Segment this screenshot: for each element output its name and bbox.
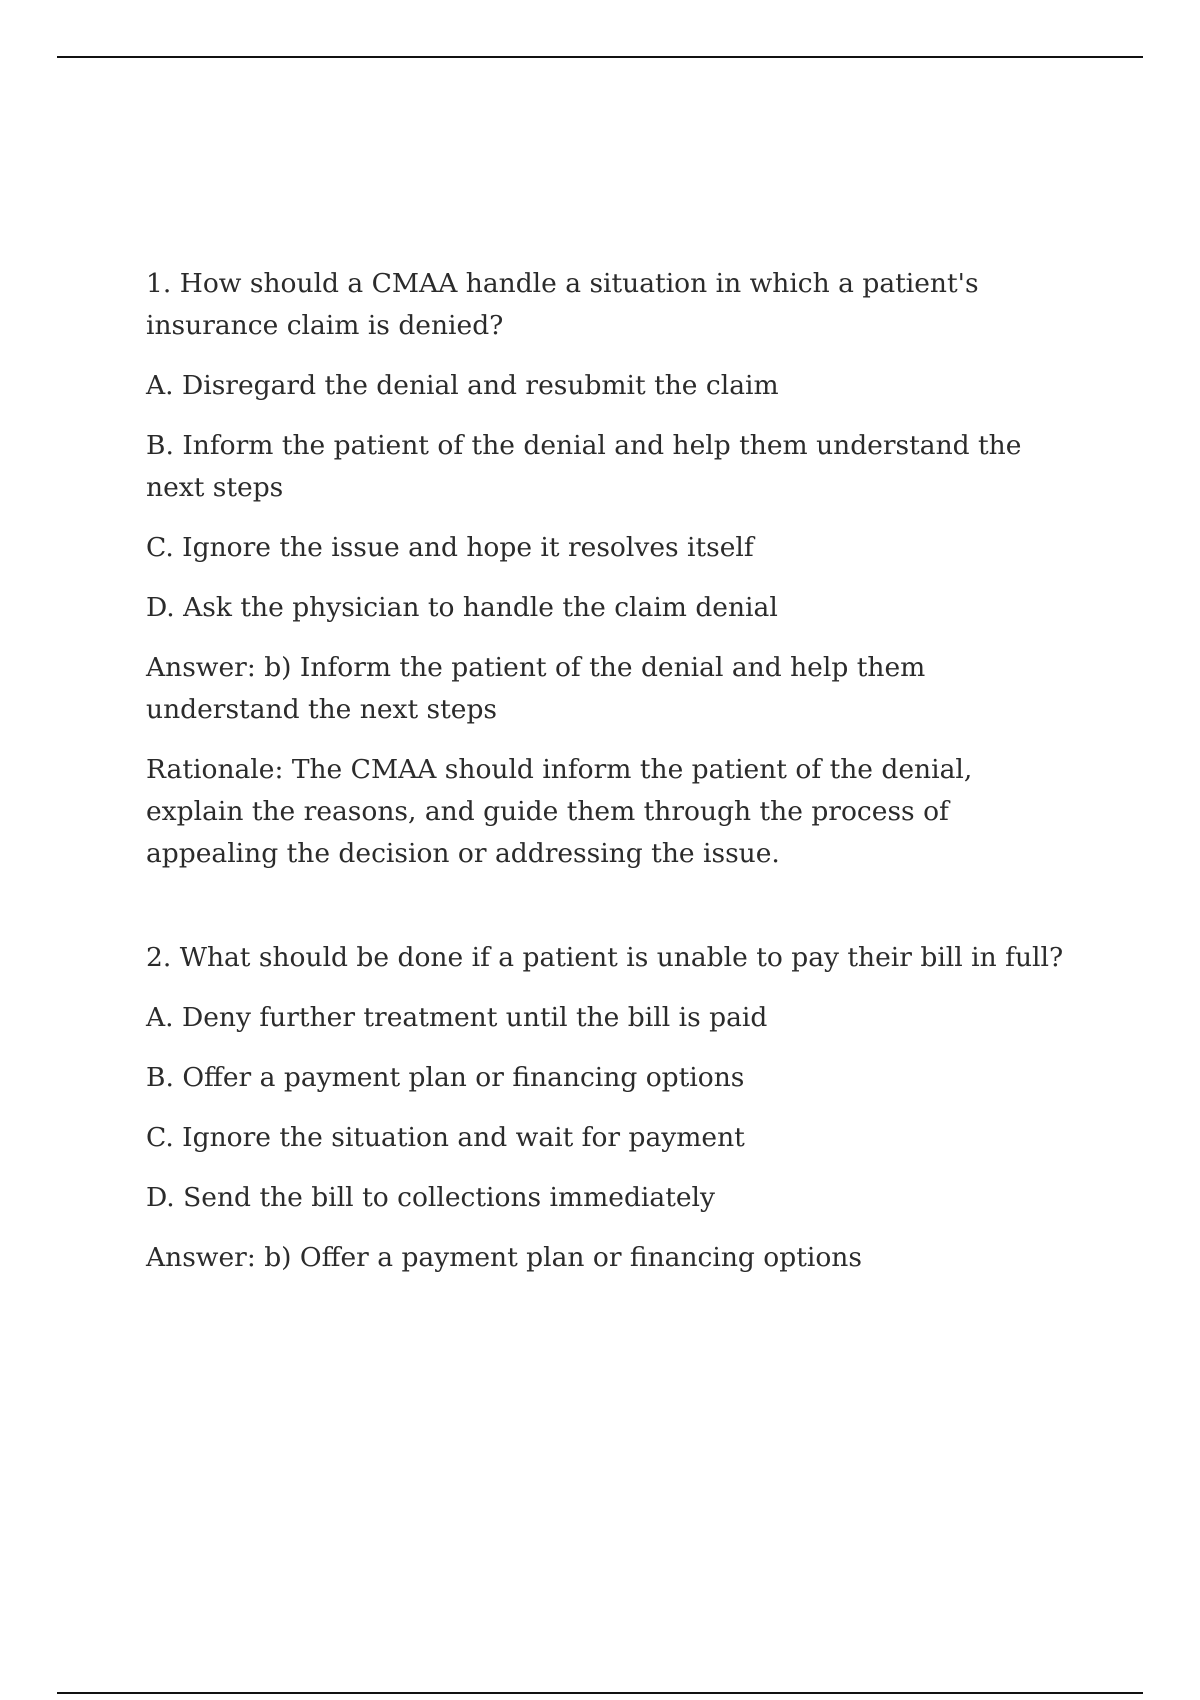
option-a: A. Deny further treatment until the bill is paid [146,1002,768,1033]
option-b: B. Inform the patient of the denial and help them understand the next steps [146,430,1022,503]
question-prompt: 2. What should be done if a patient is unable to pay their bill in full? [146,942,1064,973]
option-c: C. Ignore the issue and hope it resolves itself [146,532,754,563]
answer-text: Answer: b) Offer a payment plan or financing options [146,1242,862,1273]
bottom-rule [57,1692,1143,1694]
answer-text: Answer: b) Inform the patient of the denial and help them understand the next steps [146,652,926,725]
question-prompt: 1. How should a CMAA handle a situation in which a patient's insurance claim is denied? [146,268,979,341]
top-rule [57,56,1143,58]
option-d: D. Send the bill to collections immediately [146,1182,715,1213]
question-2 [146,937,1076,1279]
question-1 [146,263,1076,875]
rationale-text: Rationale: The CMAA should inform the patient of the denial, explain the reasons, and guide them through the process of appealing the decision or addressing the issue. [146,754,973,869]
option-b: B. Offer a payment plan or financing options [146,1062,745,1093]
option-a: A. Disregard the denial and resubmit the claim [146,370,779,401]
option-c: C. Ignore the situation and wait for payment [146,1122,745,1153]
page-content [146,263,1076,1297]
option-d: D. Ask the physician to handle the claim denial [146,592,778,623]
